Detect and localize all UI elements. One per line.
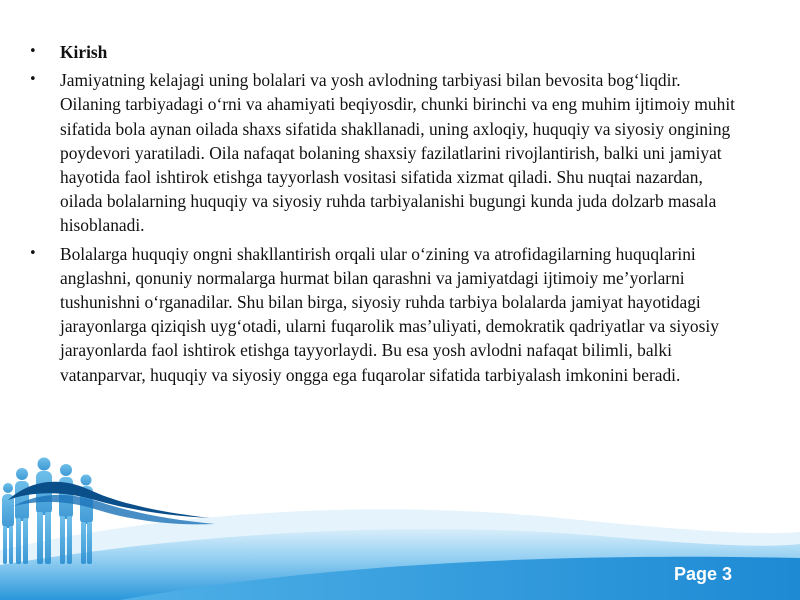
bullet-dot-icon: •	[29, 44, 37, 59]
heading-text: Kirish	[60, 42, 108, 62]
paragraph-text: Bolalarga huquqiy ongni shakllantirish orqali ular o‘zining va atrofidagilarning huquqlarini anglashni, qonuniy normalarga hurmat bilan qarashni va jamiyatdagi ijtimoiy me’yorlarni tushunishni o‘rganadilar. Shu bilan birga, siyosiy ruhda tarbiya bolalarda jamiyat hayotidagi jarayonlarga qiziqish uyg‘otadi, ularni fuqarolik mas’uliyati, demokratik qadriyatlar va siyosiy jarayonlarda faol ishtirok etishga tayyorlaydi. Bu esa yosh avlodni nafaqat bilimli, balki vatanparvar, huquqiy va siyosiy ongga ega fuqarolar sifatida tarbiyalash imkonini beradi.	[60, 243, 719, 385]
page-number: Page 3	[673, 564, 732, 584]
bullet-item-paragraph	[28, 68, 740, 237]
paragraph-text: Jamiyatning kelajagi uning bolalari va yosh avlodning tarbiyasi bilan bevosita bog‘liqdir. Oilaning tarbiyadagi o‘rni va ahamiyati beqiyosdir, chunki birinchi va eng muhim ijtimoiy muhit sifatida bola aynan oilada shaxs sifatida shakllanadi, uning axloqiy, huquqiy va siyosiy ongining poydevori yaratiladi. Oila nafaqat bolaning shaxsiy fazilatlarini rivojlantirish, balki uni jamiyat hayotida faol ishtirok etishga tayyorlash vositasi sifatida xizmat qiladi. Shu nuqtai nazardan, oilada bolalarning huquqiy va siyosiy ruhda tarbiyalanishi bugungi kunda juda dolzarb masala hisoblanadi.	[60, 70, 735, 236]
bullet-list	[28, 40, 740, 391]
bullet-item-heading	[28, 40, 740, 64]
bullet-dot-icon: •	[29, 72, 37, 88]
bullet-item-paragraph	[28, 242, 740, 387]
bullet-dot-icon: •	[29, 245, 37, 261]
